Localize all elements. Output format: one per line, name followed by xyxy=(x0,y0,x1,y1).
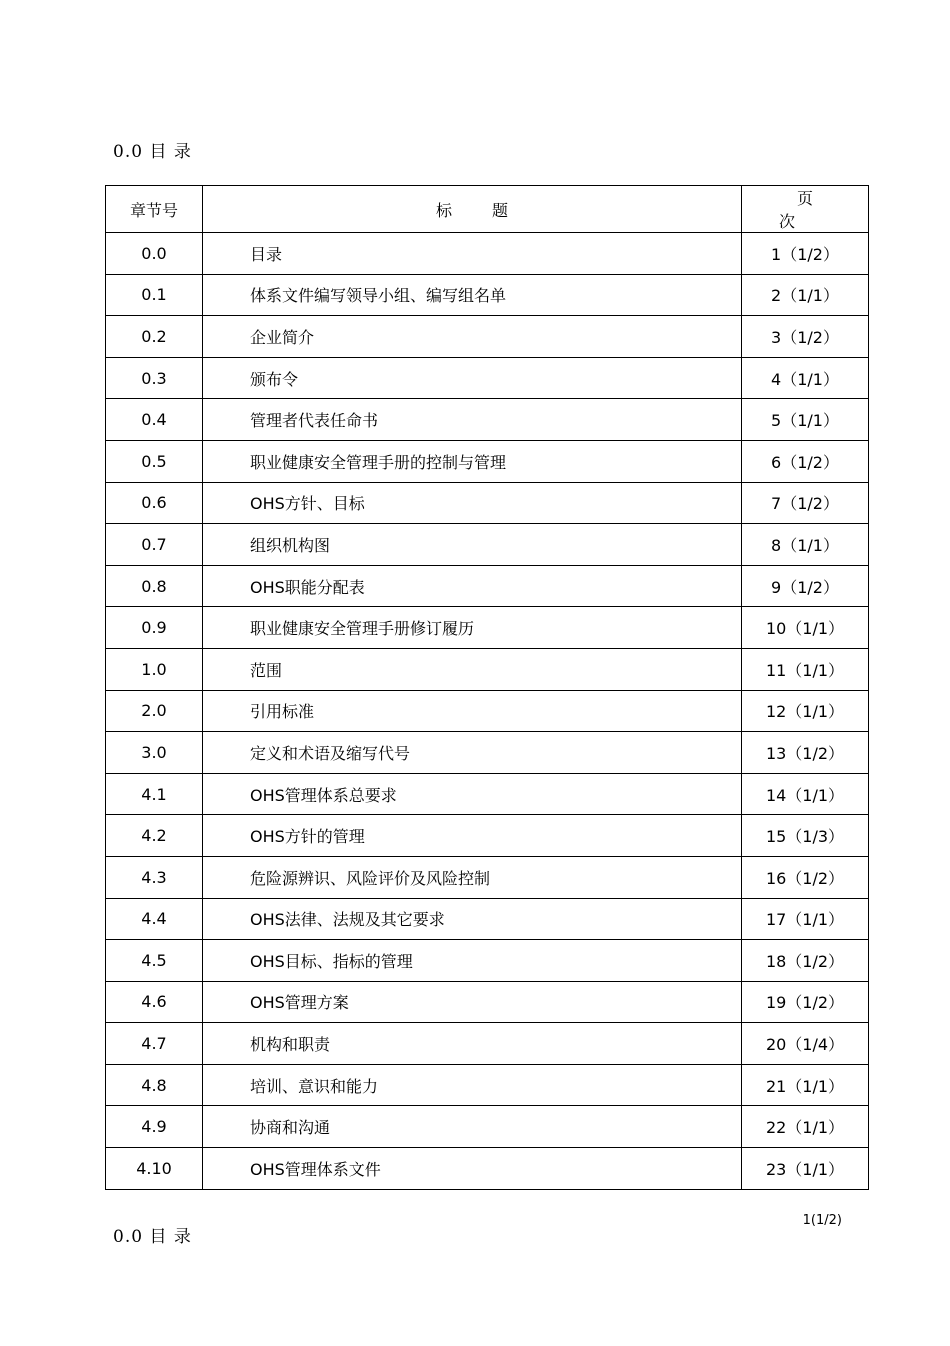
header-title: 标题 xyxy=(203,186,742,233)
row-page: 3（1/2） xyxy=(742,316,869,358)
row-chapter-number: 1.0 xyxy=(106,648,203,690)
table-row xyxy=(106,357,869,399)
table-row xyxy=(106,856,869,898)
row-title: OHS目标、指标的管理 xyxy=(203,940,742,982)
table-row xyxy=(106,440,869,482)
row-chapter-number: 0.4 xyxy=(106,399,203,441)
row-title: OHS职能分配表 xyxy=(203,565,742,607)
row-page: 15（1/3） xyxy=(742,815,869,857)
row-page: 1（1/2） xyxy=(742,233,869,275)
row-title: 目录 xyxy=(203,233,742,275)
row-title: 体系文件编写领导小组、编写组名单 xyxy=(203,274,742,316)
table-row xyxy=(106,316,869,358)
table-row xyxy=(106,1106,869,1148)
row-title: 引用标准 xyxy=(203,690,742,732)
row-title: 协商和沟通 xyxy=(203,1106,742,1148)
table-row xyxy=(106,1064,869,1106)
table-row xyxy=(106,607,869,649)
row-title: 范围 xyxy=(203,648,742,690)
row-page: 12（1/1） xyxy=(742,690,869,732)
table-row xyxy=(106,690,869,732)
row-page: 10（1/1） xyxy=(742,607,869,649)
table-row xyxy=(106,1148,869,1190)
row-chapter-number: 4.4 xyxy=(106,898,203,940)
page-title: 0.0 目 录 xyxy=(113,142,192,162)
row-chapter-number: 2.0 xyxy=(106,690,203,732)
row-chapter-number: 0.2 xyxy=(106,316,203,358)
row-page: 2（1/1） xyxy=(742,274,869,316)
row-title: OHS管理体系总要求 xyxy=(203,773,742,815)
row-page: 18（1/2） xyxy=(742,940,869,982)
row-page: 21（1/1） xyxy=(742,1064,869,1106)
table-row xyxy=(106,399,869,441)
table-row xyxy=(106,940,869,982)
table-row xyxy=(106,648,869,690)
row-page: 14（1/1） xyxy=(742,773,869,815)
row-page: 8（1/1） xyxy=(742,524,869,566)
row-page: 13（1/2） xyxy=(742,732,869,774)
row-page: 9（1/2） xyxy=(742,565,869,607)
row-chapter-number: 0.9 xyxy=(106,607,203,649)
header-page: 页次 xyxy=(742,186,869,233)
table-row xyxy=(106,524,869,566)
row-chapter-number: 4.10 xyxy=(106,1148,203,1190)
row-page: 6（1/2） xyxy=(742,440,869,482)
row-title: 定义和术语及缩写代号 xyxy=(203,732,742,774)
row-title: 管理者代表任命书 xyxy=(203,399,742,441)
row-page: 7（1/2） xyxy=(742,482,869,524)
table-row xyxy=(106,898,869,940)
table-row xyxy=(106,981,869,1023)
row-chapter-number: 4.3 xyxy=(106,856,203,898)
table-row xyxy=(106,773,869,815)
row-page: 4（1/1） xyxy=(742,357,869,399)
row-chapter-number: 4.8 xyxy=(106,1064,203,1106)
row-title: 职业健康安全管理手册修订履历 xyxy=(203,607,742,649)
row-chapter-number: 0.6 xyxy=(106,482,203,524)
row-title: OHS管理方案 xyxy=(203,981,742,1023)
row-title: OHS法律、法规及其它要求 xyxy=(203,898,742,940)
row-chapter-number: 4.5 xyxy=(106,940,203,982)
row-title: 培训、意识和能力 xyxy=(203,1064,742,1106)
row-chapter-number: 0.0 xyxy=(106,233,203,275)
row-page: 20（1/4） xyxy=(742,1023,869,1065)
row-page: 11（1/1） xyxy=(742,648,869,690)
row-title: 企业简介 xyxy=(203,316,742,358)
row-page: 17（1/1） xyxy=(742,898,869,940)
row-title: 组织机构图 xyxy=(203,524,742,566)
toc-body xyxy=(106,233,869,1190)
row-chapter-number: 4.6 xyxy=(106,981,203,1023)
row-title: 颁布令 xyxy=(203,357,742,399)
table-row xyxy=(106,1023,869,1065)
row-title: OHS方针、目标 xyxy=(203,482,742,524)
row-title: 职业健康安全管理手册的控制与管理 xyxy=(203,440,742,482)
header-chapter: 章节号 xyxy=(106,186,203,233)
table-row xyxy=(106,233,869,275)
row-title: OHS方针的管理 xyxy=(203,815,742,857)
row-page: 19（1/2） xyxy=(742,981,869,1023)
toc-table xyxy=(105,185,869,1190)
row-chapter-number: 4.1 xyxy=(106,773,203,815)
row-chapter-number: 0.8 xyxy=(106,565,203,607)
table-row xyxy=(106,565,869,607)
row-page: 16（1/2） xyxy=(742,856,869,898)
table-row xyxy=(106,274,869,316)
row-chapter-number: 4.2 xyxy=(106,815,203,857)
row-chapter-number: 0.1 xyxy=(106,274,203,316)
row-page: 5（1/1） xyxy=(742,399,869,441)
row-chapter-number: 4.9 xyxy=(106,1106,203,1148)
row-page: 22（1/1） xyxy=(742,1106,869,1148)
table-row xyxy=(106,732,869,774)
row-title: 机构和职责 xyxy=(203,1023,742,1065)
next-page-title: 0.0 目 录 xyxy=(113,1227,192,1247)
row-chapter-number: 0.3 xyxy=(106,357,203,399)
footer-page-number: 1(1/2) xyxy=(802,1213,842,1228)
row-page: 23（1/1） xyxy=(742,1148,869,1190)
row-chapter-number: 3.0 xyxy=(106,732,203,774)
table-row xyxy=(106,482,869,524)
table-row xyxy=(106,815,869,857)
table-header-row xyxy=(106,186,869,233)
row-title: 危险源辨识、风险评价及风险控制 xyxy=(203,856,742,898)
row-title: OHS管理体系文件 xyxy=(203,1148,742,1190)
row-chapter-number: 0.5 xyxy=(106,440,203,482)
row-chapter-number: 0.7 xyxy=(106,524,203,566)
row-chapter-number: 4.7 xyxy=(106,1023,203,1065)
